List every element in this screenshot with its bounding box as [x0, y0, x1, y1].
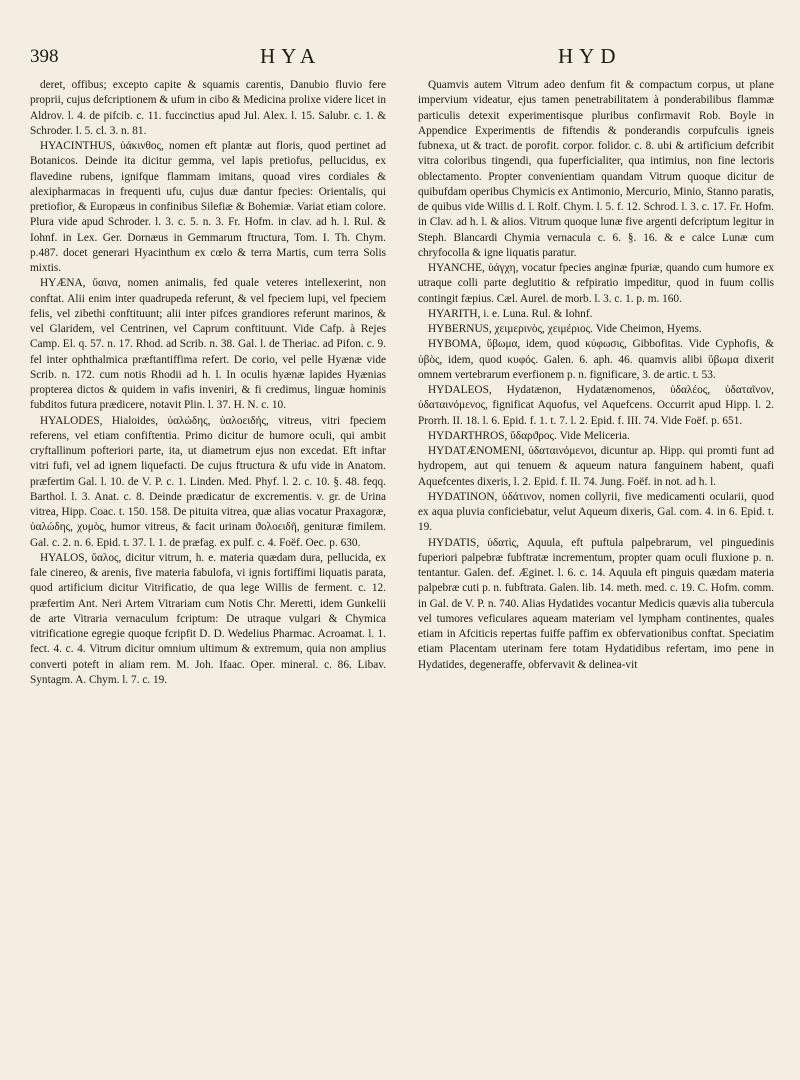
entry-hydaleos: HYDALEOS, Hydatænon, Hydatænomenos, ὑδαλέος, ὑδαταῖνον, ὑδαταινόμενος, fignificat Aquofus, vel Aquefcens. Occurrit apud Hipp. l. 2. Prorrh. II. 18. l. 6. Epid. f. 1. t. 7. l. 2. Epid. f. III. 74. Vide Foëf. p. 651.	[418, 384, 774, 427]
entry-hyaena: HYÆNA, ὕαινα, nomen animalis, fed quale veteres intellexerint, non conftat. Alii enim inter quadrupeda referunt, & vel fpeciem lupi, vel fpeciem felis, vel zibethi conftituunt; alii inter pifces grandiores referunt marinos, & vel Glaridem, vel Centrinen, vel Caprum conftituunt. Vide Cafp. à Rejes Camp. El. q. 57. n. 17. Rhod. ad Scrib. n. 38. Gal. l. de Theriac. ad Pifon. c. 9. fel inter ophthalmica præftantiffima refert. De corio, vel pelle Hyænæ vide Scrib. n. 172. cum notis Rhodii ad h. l. In oculis hyænæ lapides Hyænias propterea dictos & quidem in vafis inveniri, & fi credimus, linguæ hominis fubditos futura prædicere, notavit Plin. l. 37. H. N. c. 10.	[30, 277, 386, 412]
page-number: 398	[30, 46, 59, 67]
entry-hyalos: HYALOS, ὕαλος, dicitur vitrum, h. e. materia quædam dura, pellucida, ex fale cinereo, & arenis, five materia fabulofa, vi ignis fortiffimi liquatis parata, quod artificium dicitur Vitrificatio, de qua lege Willis de ferment. c. 12. præfertim Ant. Neri Artem Vitrariam cum Notis Chr. Meretti, idem Gunkelii de arte Vitraria vernaculum fcriptum: De utraque vulgari & Chymica vitrificatione egregie quoque fcripfit D. D. Wedelius Pharmac. Acroamat. l. 1. fect. 4. c. 4. Vitrum dicitur omnium ultimum & extremum, quia non amplius converti poteft in aliam rem. M. Joh. Ifaac. Oper. mineral. c. 86. Libav. Syntagm. A. Chym. l. 7. c. 19.	[30, 551, 386, 686]
entry-hydatinon: HYDATINON, ὑδάτινον, nomen collyrii, five medicamenti ocularii, quod ex aqua pluvia conficiebatur, velut Aqueum dixeris, Gal. com. 4. in 6. Epid. t. 19.	[418, 490, 774, 534]
entry-hyboma: HYBOMA, ὕβωμα, idem, quod κύφωσις, Gibbofitas. Vide Cyphofis, & ὑβὸς, idem, quod κυφός. Galen. 6. aph. 46. quamvis alibi ὕβωμα dixerit omnem vertebrarum everfionem p. n. fignificare, 3. de artic. t. 53.	[418, 338, 774, 381]
entry-hydarthros: HYDARTHROS, ὕδαρϑρος. Vide Meliceria.	[428, 429, 630, 442]
running-head-left: HYA	[260, 44, 322, 68]
entry-hyacinthus: HYACINTHUS, ὑάκινθος, nomen eft plantæ aut floris, quod pertinet ad Botanicos. Deinde ita dicitur gemma, vel lapis pretiofus, pellucidus, ex flavedine rubens, ignifque flammam imitans, quoad vires cordiales & alexipharmacas in frequenti ufu, cujus duæ dantur fpecies: Orientalis, qui pretiofior, & Europæus in confinibus Silefiæ & Bohemiæ. Variat etiam colore. Plura vide apud Schroder. l. 3. c. 5. n. 3. Fr. Hofm. in clav. ad h. l. Rul. & Iohnf. in Lex. Ger. Dornæus in Gemmarum ftructura, Tom. I. Th. Chym. p.487. docet generari Hyacinthum ex cœlo & terra Martis, cum terra Solis mixtis.	[30, 140, 386, 274]
page-header	[30, 44, 770, 74]
right-column	[418, 78, 774, 1070]
entry-hyalodes: HYALODES, Hialoides, ὑαλώδης, ὑαλοειδής, vitreus, vitri fpeciem referens, vel etiam confiftentia. Primo dicitur de humore oculi, qui ambit cryftallinum pofteriori parte, ita, ut diametrum ejus non excedat. Eft inftar vitri fufi, vel ad ignem liquefacti. De cujus ftructura & ufu vide in Anatom. præfertim Gal. l. 10. de V. P. c. 1. Linden. Med. Phyf. l. 2. c. 10. §. 48. feqq. Barthol. l. 3. Anat. c. 8. Deinde prædicatur de excrementis. v. gr. de Urina vitrea, Hipp. Coac. t. 150. 158. De pituita vitrea, quæ alias vocatur Praxagoræ, ὑαλώδης, χυμὸς, humor vitreus, & facit urinam ϑολοειδῆ, genituræ fimilem. Gal. c. 2. n. 6. Epid. t. 37. l. 1. de præfag. ex pulf. c. 4. Foëf. Oec. p. 630.	[30, 414, 386, 549]
entry-hydataenomeni: HYDATÆNOMENI, ὑδαταινόμενοι, dicuntur ap. Hipp. qui promti funt ad hydropem, aut qui tenuem & aqueum natura fanguinem habent, quafi Aquefcentes dixeris, l. 2. Epid. f. II. 74. Jung. Foëf. in not. ad h. l.	[418, 445, 774, 488]
entry-paragraph: Quamvis autem Vitrum adeo denfum fit & compactum corpus, ut plane impervium videatur, ejus tamen penetrabilitatem à ponderabilibus flammæ particulis detexit experimentisque pluribus confirmavit Rob. Boyle in Appendice Experimentis de fiftendis & ponderandis corpufculis igneis fubnexa, ut & tract. de porofit. corpor. folidor. c. 8. ubi & artificium defcribit vitra coloribus tingendi, qua fuperficialiter, qua intimius, non fine lectoris oblectamento. Propter convenientiam quandam Vitrum quoque dicitur de quibufdam operibus Chymicis ex Antimonio, Mercurio, Minio, Stanno paratis, de quibus vide Willis d. l. Rolf. Chym. l. 5. f. 12. Schrod. l. 3. c. 17. Fr. Hofm. in Clav. ad h. l. & alios. Vitrum quoque lunæ five argenti defcriptum legitur in Steph. Blancardi Chymia vernacula c. 6. §. 16. & e calce Lunæ cum chryfocolla & igne liquatis paratur.	[418, 79, 774, 259]
entry-hybernus: HYBERNUS, χειμερινὸς, χειμέριος. Vide Cheimon, Hyems.	[428, 323, 702, 335]
entry-paragraph: deret, offibus; excepto capite & squamis carentis, Danubio fluvio fere proprii, cujus defcriptionem & ufum in cibo & Medicina prolixe videre licet in Aldrov. l. 4. de pifcib. c. 11. fuccinctius apud Jul. Alex. l. 15. Salubr. c. 1. & Schroder. l. 5. cl. 3. n. 81.	[30, 79, 386, 137]
entry-hyanche: HYANCHE, ὑάγχη, vocatur fpecies anginæ fpuriæ, quando cum humore ex utraque colli parte deglutitio & refpiratio impeditur, quod in fuum collis contingit fæpius. Cæl. Aurel. de morb. l. 3. c. 1. p. m. 160.	[418, 262, 774, 305]
entry-hydatis: HYDATIS, ὑδατὶς, Aquula, eft puftula palpebrarum, vel pinguedinis fuperiori palpebræ fubftratæ incrementum, propter quam oculi fluxione p. n. tentantur. Galen. def. Æginet. l. 6. c. 14. Aquula eft pinguis quædam materia palpebræ cuti p. n. fubftrata. Galen. lib. 14. meth. med. c. 19. C. Hofm. comm. in Gal. de V. P. n. 740. Alias Hydatides vocantur Medicis quævis alia tubercula vel tumores veficulares aqueam materiam vel lympham continentes, quales etiam in Afciticis repertas fuiffe paffim ex obfervationibus conftat. Speciatim etiam Placentam uterinam fere totam Hydatidibus refertam, imo pene in Hydatides, degeneraffe, obfervavit & delinea-vit	[418, 536, 774, 671]
entry-hyarith: HYARITH, i. e. Luna. Rul. & Iohnf.	[428, 307, 593, 320]
running-head-right: HYD	[558, 44, 622, 68]
left-column	[30, 78, 386, 1070]
